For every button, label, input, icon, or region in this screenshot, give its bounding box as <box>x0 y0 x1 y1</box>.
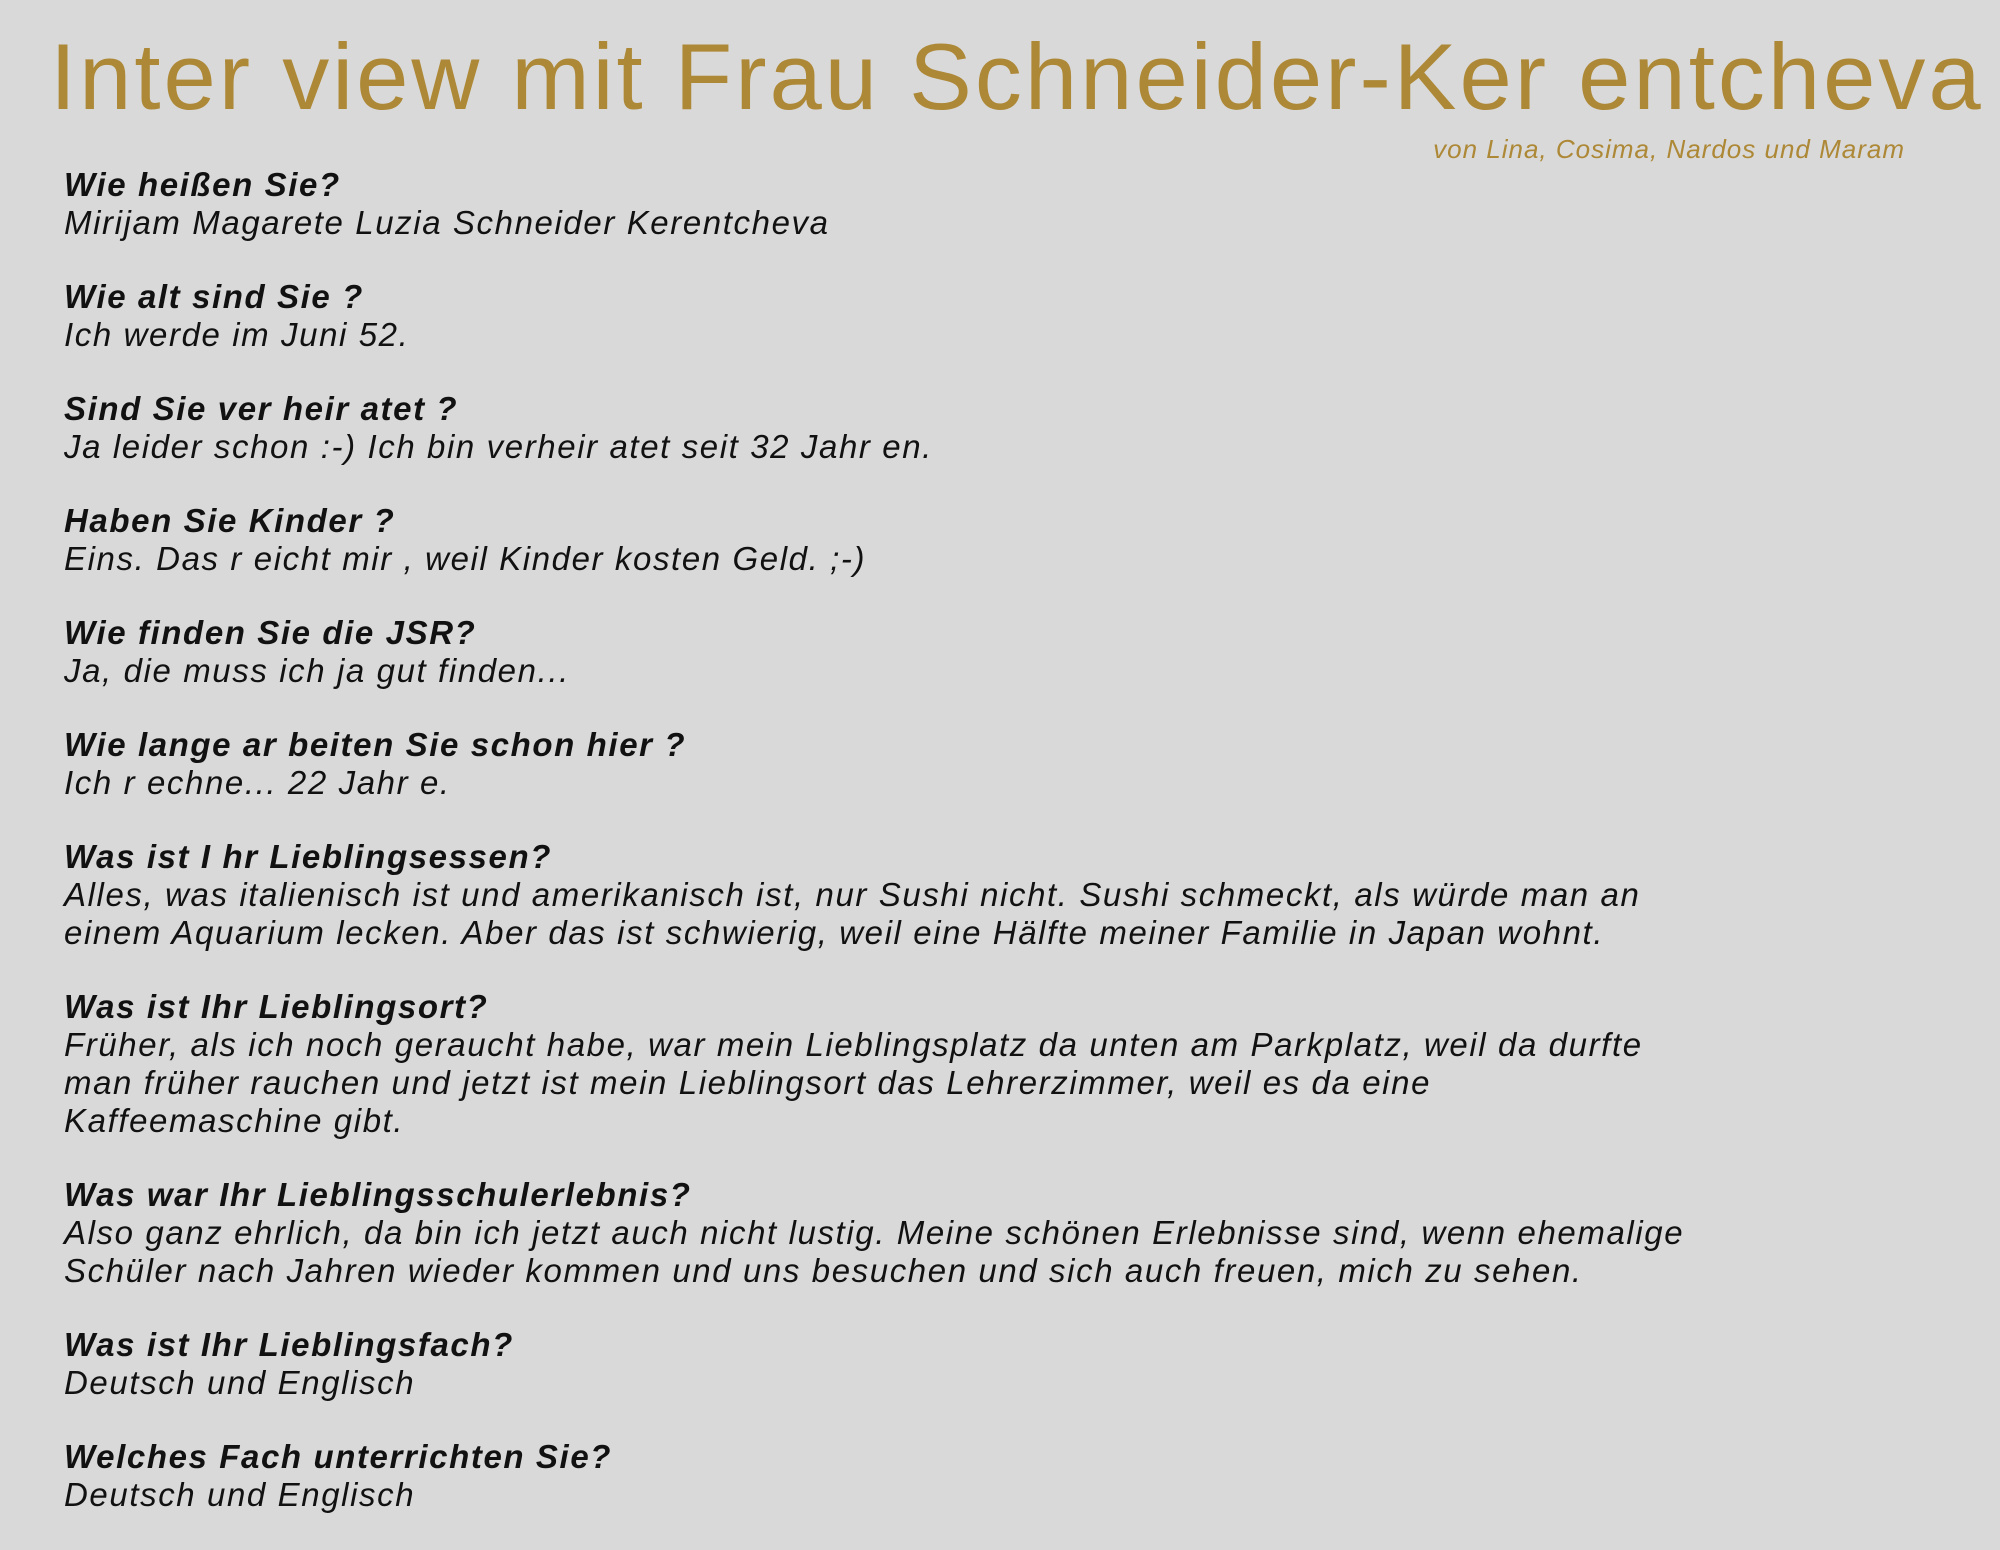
answer-line: Mirijam Magarete Luzia Schneider Kerentcheva <box>64 204 830 241</box>
question: Sind Sie ver heir atet ? <box>64 390 459 427</box>
answer-line: einem Aquarium lecken. Aber das ist schwierig, weil eine Hälfte meiner Familie in Japan wohnt. <box>64 914 1605 951</box>
qa-item-work-duration <box>64 726 1944 802</box>
answer-line: Deutsch und Englisch <box>64 1476 416 1513</box>
interview-qa-list <box>64 166 1944 1550</box>
qa-item-married <box>64 390 1944 466</box>
qa-item-children <box>64 502 1944 578</box>
answer-line: Also ganz ehrlich, da bin ich jetzt auch nicht lustig. Meine schönen Erlebnisse sind, wenn ehemalige <box>64 1214 1685 1251</box>
answer-line: Ich r echne... 22 Jahr e. <box>64 764 451 801</box>
answer-line: Früher, als ich noch geraucht habe, war mein Lieblingsplatz da unten am Parkplatz, weil da durfte <box>64 1026 1643 1063</box>
question: Was ist Ihr Lieblingsfach? <box>64 1326 514 1363</box>
question: Wie finden Sie die JSR? <box>64 614 477 651</box>
answer-line: Eins. Das r eicht mir , weil Kinder kosten Geld. ;-) <box>64 540 867 577</box>
answer-line: Schüler nach Jahren wieder kommen und uns besuchen und sich auch freuen, mich zu sehen. <box>64 1252 1583 1289</box>
question: Was ist I hr Lieblingsessen? <box>64 838 552 875</box>
answer-line: Ja, die muss ich ja gut finden... <box>64 652 570 689</box>
question: Wie alt sind Sie ? <box>64 278 364 315</box>
qa-item-age <box>64 278 1944 354</box>
qa-item-favorite-place <box>64 988 1944 1140</box>
question: Was war Ihr Lieblingsschulerlebnis? <box>64 1176 692 1213</box>
question: Wie heißen Sie? <box>64 166 341 203</box>
qa-item-jsr <box>64 614 1944 690</box>
qa-item-favorite-subject <box>64 1326 1944 1402</box>
answer-line: Deutsch und Englisch <box>64 1364 416 1401</box>
qa-item-favorite-food <box>64 838 1944 952</box>
question: Was ist Ihr Lieblingsort? <box>64 988 489 1025</box>
byline: von Lina, Cosima, Nardos und Maram <box>1433 134 1905 164</box>
page-title: Inter view mit Frau Schneider-Ker entcheva <box>50 24 1984 129</box>
qa-item-name <box>64 166 1944 242</box>
answer-line: Alles, was italienisch ist und amerikanisch ist, nur Sushi nicht. Sushi schmeckt, als würde man an <box>64 876 1641 913</box>
answer-line: Ich werde im Juni 52. <box>64 316 410 353</box>
qa-item-school-experience <box>64 1176 1944 1290</box>
question: Haben Sie Kinder ? <box>64 502 396 539</box>
question: Welches Fach unterrichten Sie? <box>64 1438 613 1475</box>
answer-line: Ja leider schon :-) Ich bin verheir atet seit 32 Jahr en. <box>64 428 933 465</box>
qa-item-taught-subject <box>64 1438 1944 1514</box>
answer-line: Kaffeemaschine gibt. <box>64 1102 405 1139</box>
question: Wie lange ar beiten Sie schon hier ? <box>64 726 687 763</box>
answer-line: man früher rauchen und jetzt ist mein Lieblingsort das Lehrerzimmer, weil es da eine <box>64 1064 1432 1101</box>
